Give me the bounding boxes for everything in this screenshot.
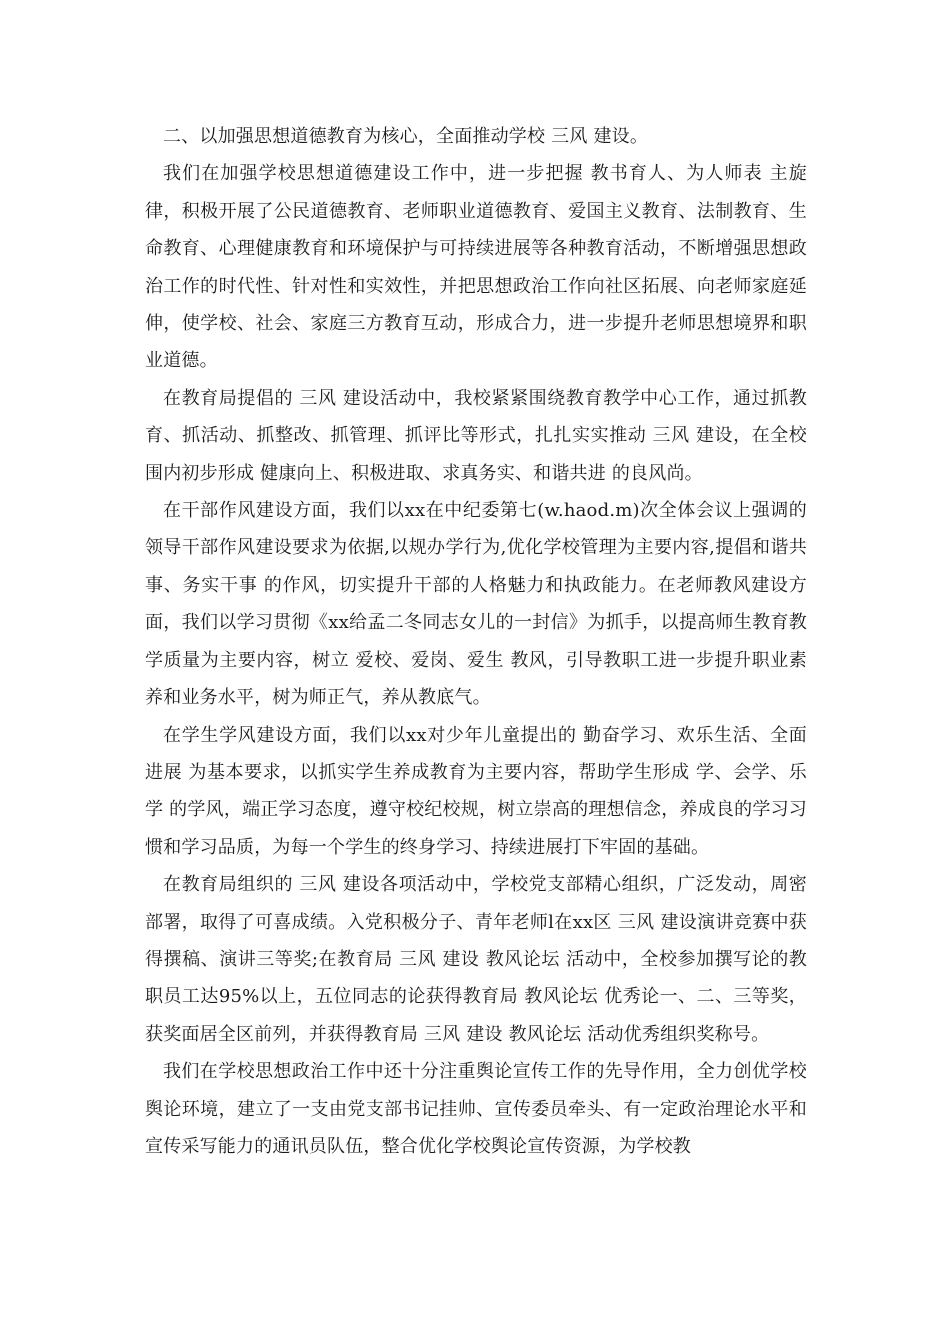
paragraph-activities-achievements: 在教育局组织的 三风 建设各项活动中，学校党支部精心组织，广泛发动，周密部署，取得了可喜成绩。入党积极分子、青年老师l在xx区 三风 建设演讲竞赛中获得撰稿、演讲三等奖;在教育局 三风 建设 教风论坛 活动中，全校参加撰写论的教职员工达95%以上，五位同志的论获得教育局 教风论坛 优秀论一、二、三等奖，获奖面居全区前列，并获得教育局 三风 建设 教风论坛 活动优秀组织奖称号。 bbox=[145, 874, 807, 1045]
paragraph-student-study-style: 在学生学风建设方面，我们以xx对少年儿童提出的 勤奋学习、欢乐生活、全面进展 为基本要求，以抓实学生养成教育为主要内容，帮助学生形成 学、会学、乐学 的学风，端正学习态度，遵守校纪校规，树立崇高的理想信念，养成良的学习习惯和学习品质，为每一个学生的终身学习、持续进展打下牢固的基础。 bbox=[145, 724, 807, 858]
paragraph-three-styles-campaign: 在教育局提倡的 三风 建设活动中，我校紧紧围绕教育教学中心工作，通过抓教育、抓活动、抓整改、抓管理、抓评比等形式，扎扎实实推动 三风 建设，在全校围内初步形成 健康向上、积极进取、求真务实、和谐共进 的良风尚。 bbox=[145, 387, 807, 484]
document-body bbox=[145, 118, 807, 1165]
paragraph-publicity-work: 我们在学校思想政治工作中还十分注重舆论宣传工作的先导作用，全力创优学校舆论环境，建立了一支由党支部书记挂帅、宣传委员牵头、有一定政治理论水平和宣传采写能力的通讯员队伍，整合优化学校舆论宣传资源，为学校教 bbox=[145, 1061, 807, 1157]
section-heading: 二、以加强思想道德教育为核心，全面推动学校 三风 建设。 bbox=[163, 126, 649, 147]
paragraph-cadre-teacher-style: 在干部作风建设方面，我们以xx在中纪委第七(w.haod.m)次全体会议上强调的领导干部作风建设要求为依据,以规办学行为,优化学校管理为主要内容,提倡和谐共事、务实干事 的作风，切实提升干部的人格魅力和执政能力。在老师教风建设方面，我们以学习贯彻《xx给孟二冬同志女儿的一封信》为抓手，以提高师生教育教学质量为主要内容，树立 爱校、爱岗、爱生 教风，引导教职工进一步提升职业素养和业务水平，树为师正气，养从教底气。 bbox=[145, 500, 807, 709]
paragraph-moral-education: 我们在加强学校思想道德建设工作中，进一步把握 教书育人、为人师表 主旋律，积极开展了公民道德教育、老师职业道德教育、爱国主义教育、法制教育、生命教育、心理健康教育和环境保护与可持续进展等各种教育活动，不断增强思想政治工作的时代性、针对性和实效性，并把思想政治工作向社区拓展、向老师家庭延伸，使学校、社会、家庭三方教育互动，形成合力，进一步提升老师思想境界和职业道德。 bbox=[145, 163, 807, 372]
